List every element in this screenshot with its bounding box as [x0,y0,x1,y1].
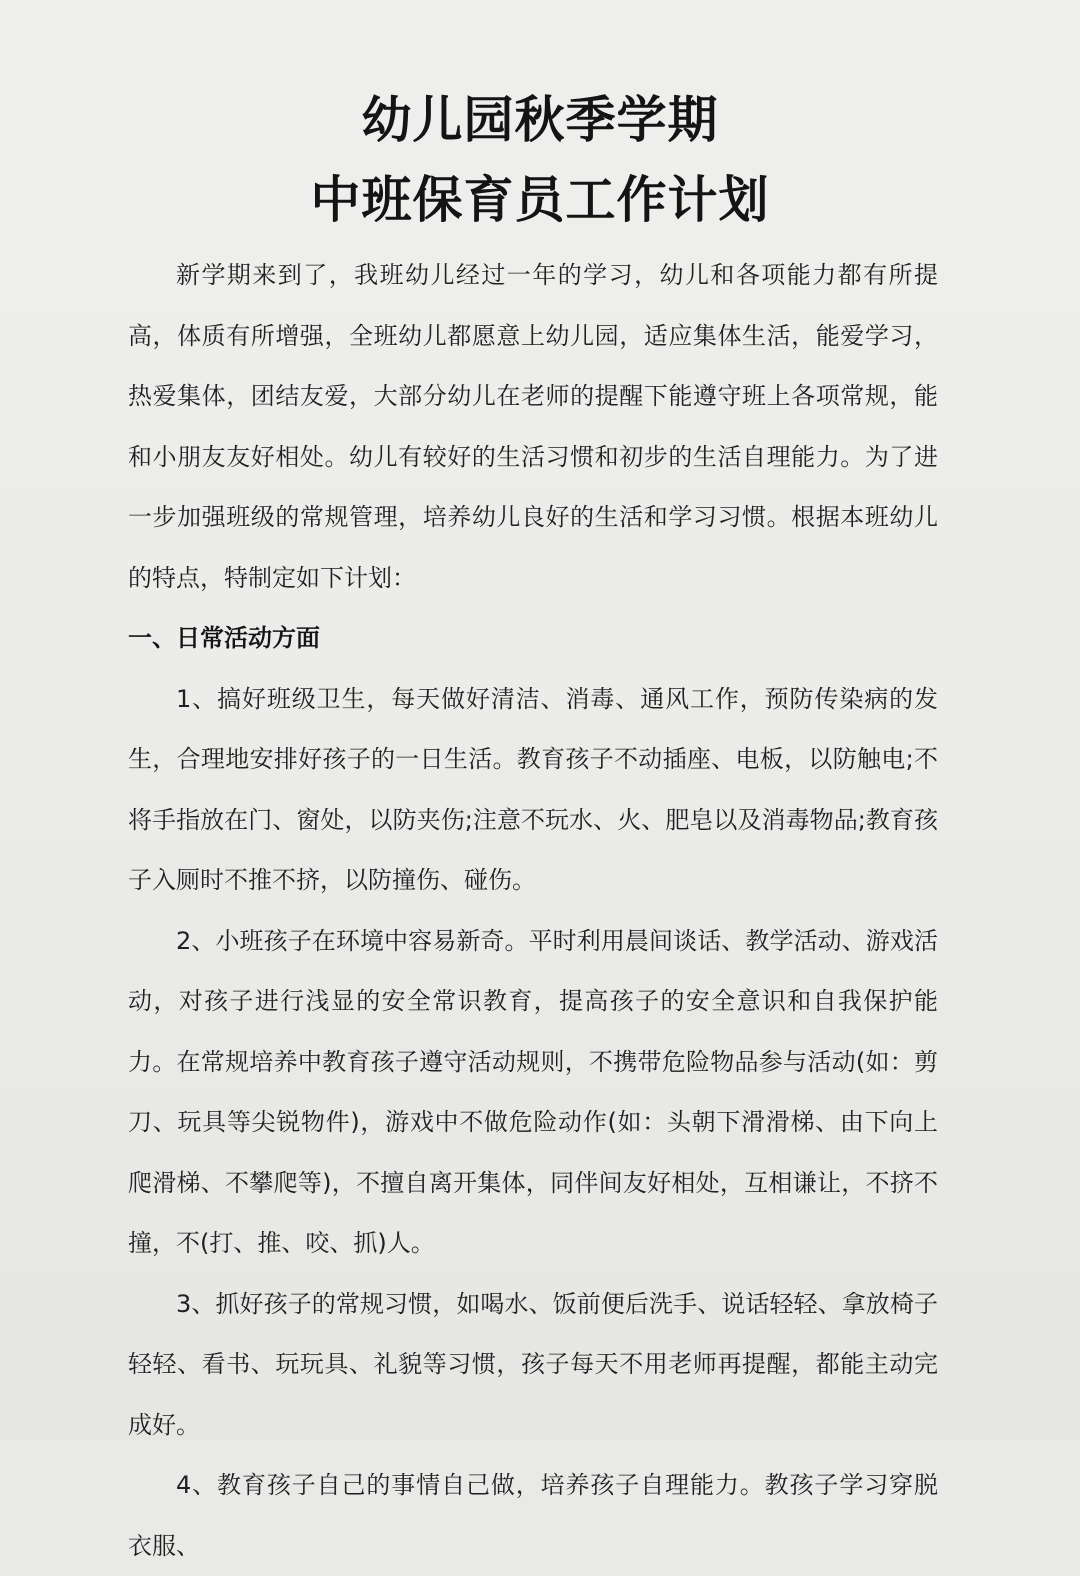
list-item: 3、抓好孩子的常规习惯，如喝水、饭前便后洗手、说话轻轻、拿放椅子轻轻、看书、玩玩具、礼貌等习惯，孩子每天不用老师再提醒，都能主动完成好。 [128,1289,938,1439]
list-item: 1、搞好班级卫生，每天做好清洁、消毒、通风工作，预防传染病的发生，合理地安排好孩子的一日生活。教育孩子不动插座、电板，以防触电;不将手指放在门、窗处，以防夹伤;注意不玩水、火、肥皂以及消毒物品;教育孩子入厕时不推不挤，以防撞伤、碰伤。 [128,684,938,894]
section-heading: 一、日常活动方面 [128,624,320,652]
title-line-1: 幼儿园秋季学期 [361,91,719,149]
document-body [128,245,938,1576]
document-title [0,80,1080,240]
list-item: 2、小班孩子在环境中容易新奇。平时利用晨间谈话、教学活动、游戏活动，对孩子进行浅显的安全常识教育，提高孩子的安全意识和自我保护能力。在常规培养中教育孩子遵守活动规则，不携带危险物品参与活动(如：剪刀、玩具等尖锐物件)，游戏中不做危险动作(如：头朝下滑滑梯、由下向上爬滑梯、不攀爬等)，不擅自离开集体，同伴间友好相处，互相谦让，不挤不撞，不(打、推、咬、抓)人。 [128,926,938,1257]
list-item: 4、教育孩子自己的事情自己做，培养孩子自理能力。教孩子学习穿脱 衣服、 [128,1471,938,1560]
intro-paragraph: 新学期来到了，我班幼儿经过一年的学习，幼儿和各项能力都有所提高，体质有所增强，全班幼儿都愿意上幼儿园，适应集体生活，能爱学习，热爱集体，团结友爱，大部分幼儿在老师的提醒下能遵守班上各项常规，能和小朋友友好相处。幼儿有较好的生活习惯和初步的生活自理能力。为了进一步加强班级的常规管理，培养幼儿良好的生活和学习习惯。根据本班幼儿的特点，特制定如下计划： [128,261,938,592]
title-line-2: 中班保育员工作计划 [310,171,770,229]
